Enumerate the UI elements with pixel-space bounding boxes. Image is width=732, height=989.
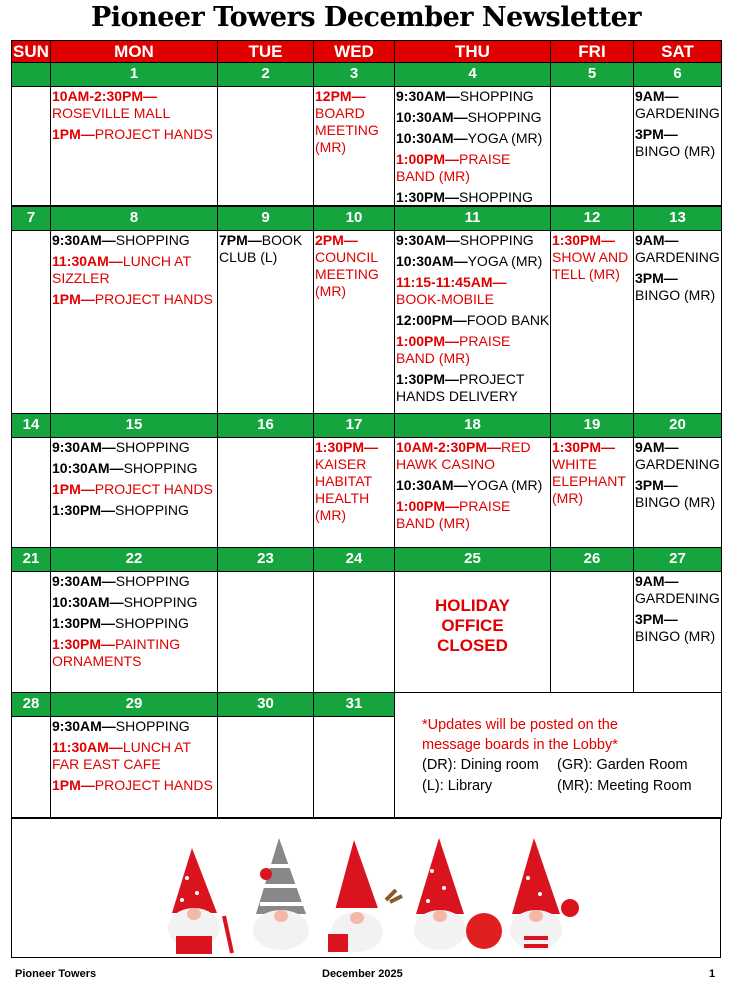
event-time: 3PM— [635,611,678,627]
calendar-event [52,615,217,632]
event-time: 1PM— [52,291,95,307]
date-number: 30 [217,692,314,717]
date-number: 16 [217,413,314,438]
legend-dining: (DR): Dining room [422,757,539,773]
event-time: 10:30AM— [396,130,468,146]
calendar-event [396,312,550,329]
event-text: SHOPPING [115,439,190,455]
event-text: SHOPPING [459,88,534,104]
legend-library: (L): Library [422,778,493,794]
footer-center: December 2025 [322,968,403,980]
calendar-event [52,718,217,735]
event-text: GARDENING [635,105,720,121]
event-time: 9:30AM— [52,573,116,589]
event-text: YOGA (MR) [467,130,543,146]
event-time: 1PM— [52,777,95,793]
day-header-sun: SUN [11,40,51,63]
event-text: PROJECT HANDS [94,481,213,497]
event-time: 3PM— [635,270,678,286]
event-text: BINGO (MR) [635,287,716,303]
day-cell [313,716,395,819]
event-time: 9:30AM— [52,439,116,455]
event-text: SHOPPING [115,615,189,631]
legend-garden: (GR): Garden Room [557,757,688,773]
calendar-event [396,439,550,473]
day-cell [11,571,51,694]
holiday-line-3: CLOSED [437,636,508,655]
event-time: 9:30AM— [52,232,116,248]
day-cell [217,437,314,548]
day-cell [50,716,218,819]
event-time: 10:30AM— [396,253,468,269]
event-time: 1:30PM— [552,232,616,248]
calendar-event [315,439,394,524]
calendar-event [219,232,313,266]
date-number: 1 [50,62,218,87]
calendar-event [635,270,721,304]
date-number: 14 [11,413,51,438]
date-number [11,62,51,87]
calendar-event [52,481,217,498]
event-time: 3PM— [635,477,678,493]
calendar-event [396,274,550,308]
event-text: SHOW AND TELL (MR) [552,249,629,282]
holiday-line-2: OFFICE [441,616,504,635]
date-number: 21 [11,547,51,572]
calendar-event [396,371,550,405]
event-time: 10:30AM— [52,594,124,610]
date-number: 23 [217,547,314,572]
updates-line-1: *Updates will be posted on the [422,717,618,733]
newsletter-title: Pioneer Towers December Newsletter [91,2,641,33]
calendar-event [396,151,550,185]
day-header-tue: TUE [217,40,314,63]
calendar-event [396,88,550,105]
day-cell [633,437,722,548]
day-cell [394,437,551,548]
calendar-event [52,636,217,670]
date-number: 2 [217,62,314,87]
event-text: PAINTING ORNAMENTS [52,636,181,669]
event-time: 10AM-2:30PM— [396,439,502,455]
updates-line-2: message boards in the Lobby* [422,737,618,753]
event-time: 1:30PM— [315,439,379,455]
gnome-icon [328,840,402,952]
calendar-event [635,439,721,473]
day-cell [11,437,51,548]
day-cell [50,437,218,548]
calendar-event [396,189,550,206]
event-text: PRAISE BAND (MR) [396,333,511,366]
date-number: 3 [313,62,395,87]
updates-note [422,715,618,755]
gnome-icon [510,838,579,950]
gnomes-illustration [12,818,720,957]
date-number: 8 [50,206,218,231]
event-text: BOOK CLUB (L) [219,232,303,265]
date-number: 24 [313,547,395,572]
event-text: BINGO (MR) [635,628,716,644]
day-cell [313,437,395,548]
date-number: 12 [550,206,634,231]
calendar-event [396,477,550,494]
holiday-notice [395,596,550,656]
event-time: 3PM— [635,126,678,142]
day-cell [394,230,551,414]
calendar-event [52,439,217,456]
calendar-event [52,739,217,773]
event-text: SHOPPING [459,189,533,205]
event-time: 1:00PM— [396,151,460,167]
event-time: 1:30PM— [396,189,460,205]
event-text: PROJECT HANDS DELIVERY [396,371,525,404]
date-number: 13 [633,206,722,231]
event-text: SHOPPING [115,718,190,734]
date-number: 22 [50,547,218,572]
decoration-box [11,817,721,958]
date-number: 9 [217,206,314,231]
calendar-event [52,777,217,794]
event-text: SHOPPING [123,594,198,610]
day-cell [11,230,51,414]
event-text: KAISER HABITAT HEALTH (MR) [315,456,372,523]
event-time: 11:15-11:45AM— [396,274,507,290]
date-number: 29 [50,692,218,717]
day-cell [50,230,218,414]
date-number: 4 [394,62,551,87]
calendar-event [52,573,217,590]
calendar-event [52,126,217,143]
calendar-event [52,502,217,519]
event-time: 1:00PM— [396,498,460,514]
legend-meeting: (MR): Meeting Room [557,778,692,794]
event-text: BINGO (MR) [635,143,716,159]
calendar-event [396,498,550,532]
event-time: 7PM— [219,232,262,248]
date-number: 25 [394,547,551,572]
event-time: 1:30PM— [52,502,116,518]
holiday-line-1: HOLIDAY [435,596,510,615]
event-text: SHOPPING [115,502,189,518]
event-text: SHOPPING [115,573,190,589]
date-number: 7 [11,206,51,231]
day-cell [313,230,395,414]
date-number: 17 [313,413,395,438]
day-header-thu: THU [394,40,551,63]
event-time: 1:30PM— [52,615,116,631]
calendar-event [635,126,721,160]
event-text: PROJECT HANDS [94,126,213,142]
day-cell [217,571,314,694]
event-time: 9:30AM— [52,718,116,734]
date-number: 6 [633,62,722,87]
calendar-event [315,232,394,300]
date-number: 28 [11,692,51,717]
event-text: SHOPPING [123,460,198,476]
calendar-event [315,88,394,156]
event-time: 10AM-2:30PM— [52,88,158,104]
footer-left: Pioneer Towers [15,968,97,980]
event-text: GARDENING [635,590,720,606]
event-time: 9:30AM— [396,232,460,248]
event-time: 9AM— [635,88,679,104]
date-number: 10 [313,206,395,231]
event-time: 1:30PM— [396,371,460,387]
event-time: 1:30PM— [52,636,116,652]
event-time: 12PM— [315,88,366,104]
day-cell [217,230,314,414]
date-number: 19 [550,413,634,438]
day-cell [50,86,218,206]
calendar-grid [11,40,721,818]
event-text: LUNCH AT FAR EAST CAFE [52,739,191,772]
day-header-mon: MON [50,40,218,63]
event-text: PRAISE BAND (MR) [396,151,511,184]
event-time: 10:30AM— [396,109,468,125]
event-time: 9AM— [635,573,679,589]
calendar-event [52,88,217,122]
day-header-fri: FRI [550,40,634,63]
calendar-event [635,232,721,266]
calendar-event [396,109,550,126]
date-number: 20 [633,413,722,438]
event-text: WHITE ELEPHANT (MR) [552,456,626,506]
date-number: 27 [633,547,722,572]
event-text: LUNCH AT SIZZLER [52,253,191,286]
event-time: 10:30AM— [396,477,468,493]
event-text: BOARD MEETING (MR) [315,105,379,155]
event-text: PROJECT HANDS [94,291,213,307]
calendar-event [635,477,721,511]
calendar-event [396,130,550,147]
event-text: PRAISE BAND (MR) [396,498,511,531]
day-cell [633,230,722,414]
event-time: 12:00PM— [396,312,467,328]
event-text: GARDENING [635,456,720,472]
event-text: COUNCIL MEETING (MR) [315,249,379,299]
gnome-icon [253,838,309,950]
day-cell [633,86,722,206]
day-cell [550,437,634,548]
event-time: 9:30AM— [396,88,460,104]
calendar-event [396,232,550,249]
calendar-event [396,333,550,367]
day-cell [550,571,634,694]
date-number: 15 [50,413,218,438]
day-header-sat: SAT [633,40,722,63]
event-text: RED HAWK CASINO [396,439,531,472]
event-text: GARDENING [635,249,720,265]
event-text: ROSEVILLE MALL [52,105,171,121]
calendar-event [635,88,721,122]
date-number: 26 [550,547,634,572]
event-time: 1:00PM— [396,333,460,349]
day-cell [217,716,314,819]
event-text: BOOK-MOBILE [396,291,495,307]
event-text: YOGA (MR) [467,477,543,493]
event-text: SHOPPING [467,109,542,125]
calendar-event [396,253,550,270]
date-number: 18 [394,413,551,438]
calendar-event [52,232,217,249]
day-cell [11,86,51,206]
event-text: BINGO (MR) [635,494,716,510]
day-cell [394,86,551,206]
day-cell [217,86,314,206]
calendar-event [552,232,633,283]
event-time: 1PM— [52,481,95,497]
day-cell [313,571,395,694]
calendar-event [52,253,217,287]
date-number: 5 [550,62,634,87]
day-header-wed: WED [313,40,395,63]
calendar-event [635,573,721,607]
event-time: 9AM— [635,439,679,455]
gnome-icon [414,838,502,950]
event-time: 1:30PM— [552,439,616,455]
event-text: SHOPPING [115,232,190,248]
day-cell [550,86,634,206]
event-text: SHOPPING [459,232,534,248]
date-number: 11 [394,206,551,231]
event-time: 9AM— [635,232,679,248]
event-time: 1PM— [52,126,95,142]
day-cell [50,571,218,694]
day-cell [313,86,395,206]
event-text: FOOD BANK [466,312,550,328]
event-time: 10:30AM— [52,460,124,476]
event-text: YOGA (MR) [467,253,543,269]
calendar-event [635,611,721,645]
event-text: PROJECT HANDS [94,777,213,793]
day-cell [633,571,722,694]
gnome-icon [168,848,232,954]
calendar-event [52,460,217,477]
day-cell [11,716,51,819]
event-time: 11:30AM— [52,253,123,269]
event-time: 2PM— [315,232,358,248]
calendar-event [52,594,217,611]
day-cell [550,230,634,414]
date-number: 31 [313,692,395,717]
footer-right: 1 [709,968,716,980]
calendar-event [552,439,633,507]
calendar-event [52,291,217,308]
event-time: 11:30AM— [52,739,123,755]
